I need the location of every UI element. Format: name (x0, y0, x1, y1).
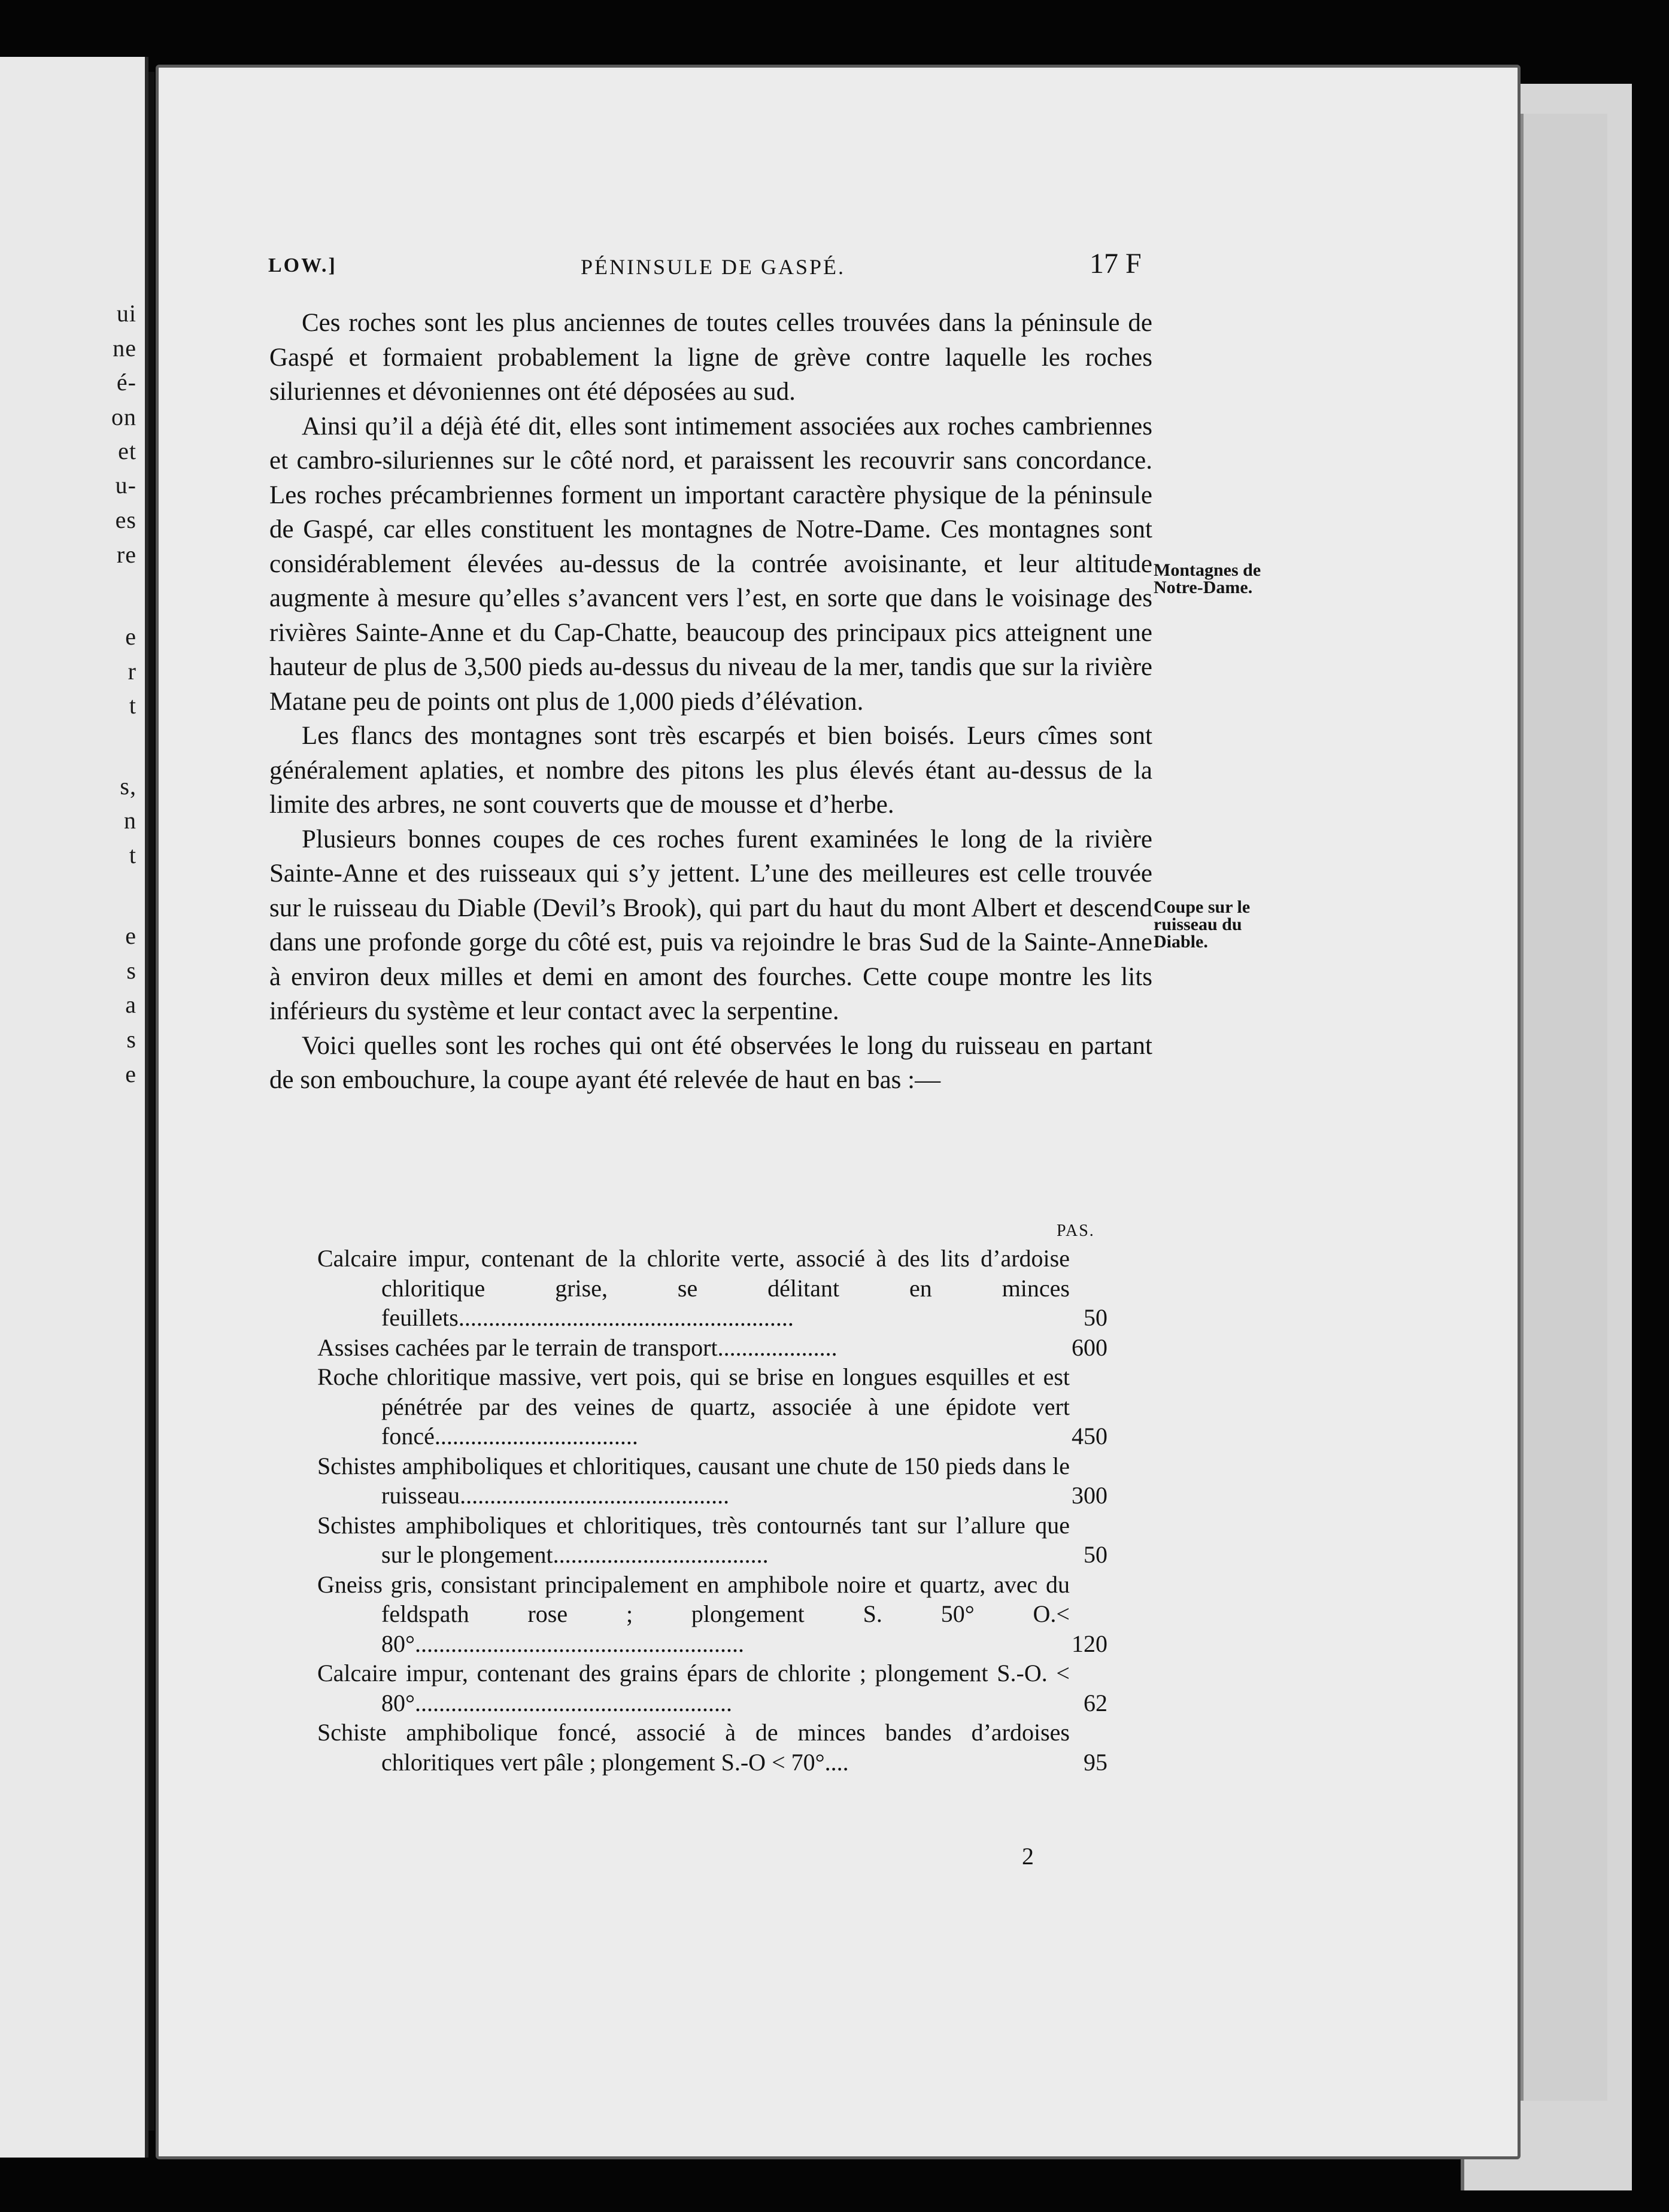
left-page-fragment: re (116, 541, 136, 568)
left-page-fragment: t (129, 692, 136, 719)
left-page-fragment: ne (113, 335, 136, 361)
underlying-page-edge-2 (1521, 114, 1607, 2101)
paragraph: Les flancs des montagnes sont très escarpés et bien boisés. Leurs cîmes sont généralement aplaties, et nombre des pitons les plus élevés étant au-dessus de la limite des arbres, ne sont couverts que de mousse et d’herbe. (269, 722, 1152, 819)
running-head-title: PÉNINSULE DE GASPÉ. (581, 255, 846, 279)
stratum-description: Calcaire impur, contenant de la chlorite verte, associé à des lits d’ardoise chloritique grise, se délitant en minces feuillets........................................................ (317, 1245, 1070, 1331)
left-page-fragment: ui (116, 300, 136, 327)
left-page-fragment: a (125, 991, 136, 1018)
left-page-fragment: on (111, 403, 136, 430)
stratum-thickness: 120 (1072, 1630, 1107, 1657)
stratum-thickness: 62 (1084, 1689, 1107, 1716)
left-page-fragment: s, (120, 773, 136, 800)
stratum-description: Calcaire impur, contenant des grains épars de chlorite ; plongement S.-O. < 80°..................................................... (317, 1660, 1070, 1716)
signature-number: 2 (1022, 1843, 1034, 1870)
left-page-edge (0, 57, 148, 2158)
paragraph: Voici quelles sont les roches qui ont été observées le long du ruisseau en partant de son embouchure, la coupe ayant été relevée de haut en bas :— (269, 1031, 1152, 1094)
stratum-thickness: 50 (1084, 1304, 1107, 1331)
stratum-row (317, 1658, 1107, 1718)
stratum-row (317, 1718, 1107, 1777)
left-page-fragment: t (129, 841, 136, 868)
stratum-row (317, 1570, 1107, 1659)
stratum-row (317, 1511, 1107, 1570)
left-page-fragment: et (118, 437, 136, 464)
left-page-fragment: u- (115, 472, 136, 499)
left-page-fragment: s (126, 957, 136, 984)
stratum-thickness: 50 (1084, 1541, 1107, 1568)
paragraph: Plusieurs bonnes coupes de ces roches furent examinées le long de la rivière Sainte-Anne et des ruisseaux qui s’y jettent. L’une des meilleures est celle trouvée sur le ruisseau du Diable (Devil’s Brook), qui part du haut du mont Albert et descend dans une profonde gorge du côté est, puis va rejoindre le bras Sud de la Sainte-Anne à environ deux milles et demi en amont des fourches. Cette coupe montre les lits inférieurs du système et leur contact avec la serpentine. (269, 825, 1152, 1025)
left-page-fragment: é- (116, 369, 136, 396)
left-page-fragment: s (126, 1026, 136, 1053)
left-page-fragment: es (115, 506, 136, 533)
left-page-fragment: n (124, 807, 136, 834)
paragraph: Ainsi qu’il a déjà été dit, elles sont intimement associées aux roches cambriennes et cambro-siluriennes sur le côté nord, et paraissent les recouvrir sans concordance. Les roches précambriennes forment un important caractère physique de la péninsule de Gaspé, car elles constituent les montagnes de Notre-Dame. Ces montagnes sont considérablement élevées au-dessus de la contrée avoisinante, et leur altitude augmente à mesure qu’elles s’avancent vers l’est, en sorte que dans le voisinage des rivières Sainte-Anne et du Cap-Chatte, beaucoup des principaux pics atteignent une hauteur de plus de 3,500 pieds au-dessus du niveau de la mer, tandis que sur la rivière Matane peu de points ont plus de 1,000 pieds d’élévation. (269, 412, 1152, 716)
margin-note-coupe: Coupe sur le ruisseau du Diable. (1154, 897, 1251, 952)
document-page (156, 65, 1521, 2159)
book-spine (148, 72, 154, 2131)
stratum-row (317, 1333, 1107, 1363)
stratum-row (317, 1451, 1107, 1511)
strata-section-list (317, 1244, 1107, 1777)
stratum-description: Schistes amphiboliques et chloritiques, causant une chute de 150 pieds dans le ruisseau............................................. (317, 1452, 1070, 1509)
stratum-row (317, 1362, 1107, 1451)
left-page-fragment: r (128, 658, 136, 685)
stratum-description: Schiste amphibolique foncé, associé à de minces bandes d’ardoises chloritiques vert pâle ; plongement S.-O < 70°.... (317, 1719, 1070, 1776)
stratum-row (317, 1244, 1107, 1333)
stratum-thickness: 300 (1072, 1482, 1107, 1509)
stratum-thickness: 95 (1084, 1748, 1107, 1776)
left-page-fragment: e (125, 623, 136, 650)
stratum-thickness: 600 (1072, 1333, 1107, 1361)
stratum-description: Assises cachées par le terrain de transport.................... (317, 1333, 837, 1361)
left-page-fragment: e (125, 922, 136, 949)
stratum-description: Roche chloritique massive, vert pois, qui se brise en longues esquilles et est pénétrée par des veines de quartz, associée à une épidote vert foncé.................................. (317, 1363, 1070, 1450)
stratum-thickness: 450 (1072, 1423, 1107, 1450)
paragraph: Ces roches sont les plus anciennes de toutes celles trouvées dans la péninsule de Gaspé et formaient probablement la ligne de grève contre laquelle les roches siluriennes et dévoniennes ont été déposées au sud. (269, 309, 1152, 406)
margin-note-montagnes: Montagnes de Notre-Dame. (1154, 560, 1261, 597)
body-text (269, 306, 1152, 1098)
running-head-author: LOW.] (268, 254, 337, 276)
stratum-description: Schistes amphiboliques et chloritiques, très contournés tant sur l’allure que sur le plongement.................................... (317, 1511, 1070, 1568)
page-number: 17 F (1090, 248, 1142, 279)
stratum-description: Gneiss gris, consistant principalement en amphibole noire et quartz, avec du feldspath rose ; plongement S. 50° O.< 80°....................................................... (317, 1570, 1070, 1657)
left-page-fragment: e (125, 1061, 136, 1087)
unit-column-header: PAS. (1057, 1222, 1095, 1240)
